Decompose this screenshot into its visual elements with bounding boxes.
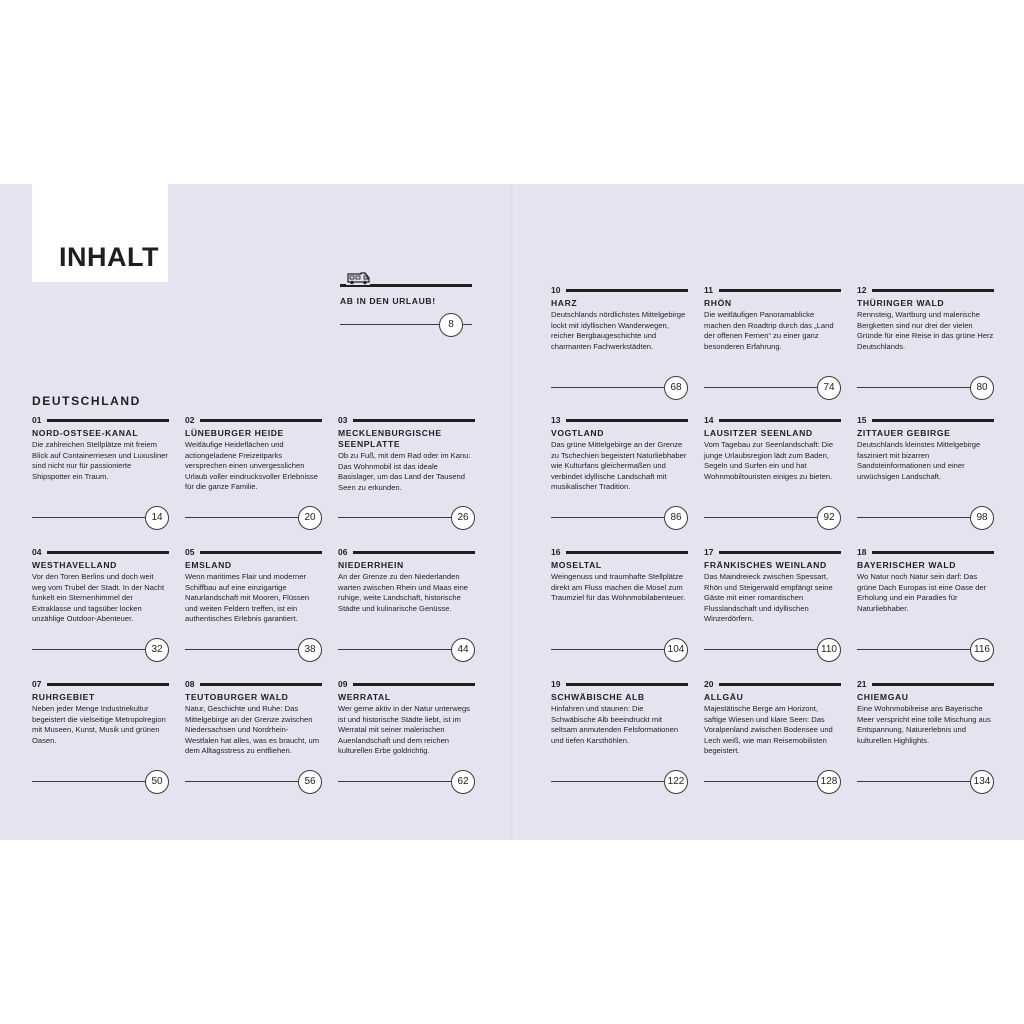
entry-description: Deutschlands kleinstes Mittelgebirge fasziniert mit bizarren Sandsteinformationen und einer urwüchsigen Landschaft. xyxy=(857,440,981,481)
entry-bar xyxy=(185,551,322,554)
entry-page-number[interactable]: 104 xyxy=(664,638,688,662)
toc-entry[interactable] xyxy=(551,678,688,794)
entry-page-number[interactable]: 134 xyxy=(970,770,994,794)
entry-page-number[interactable]: 86 xyxy=(664,506,688,530)
entry-number: 14 xyxy=(704,414,719,426)
entry-number: 20 xyxy=(704,678,719,690)
toc-entry[interactable] xyxy=(704,678,841,794)
entry-number: 12 xyxy=(857,284,872,296)
entry-bar xyxy=(857,551,994,554)
entry-number: 08 xyxy=(185,678,200,690)
entry-description: Neben jeder Menge Industriekultur begeistert die vielseitige Metropolregion mit Museen, Kunst, Musik und grünen Oasen. xyxy=(32,704,166,745)
entry-page-number[interactable]: 26 xyxy=(451,506,475,530)
toc-entry[interactable] xyxy=(338,678,475,794)
entry-page-number[interactable]: 92 xyxy=(817,506,841,530)
entry-bar xyxy=(185,683,322,686)
toc-entry[interactable] xyxy=(551,546,688,662)
toc-entry[interactable] xyxy=(704,546,841,662)
entry-page-number[interactable]: 32 xyxy=(145,638,169,662)
entry-description: Rennsteig, Wartburg und malerische Bergketten sind nur drei der vielen Gründe für eine Reise in das grüne Herz Deutschlands. xyxy=(857,310,994,351)
toc-entry[interactable] xyxy=(32,546,169,662)
entry-description: Vor den Toren Berlins und doch weit weg vom Trubel der Stadt. In der Nacht funkelt ein Sternenhimmel der Extraklasse und tagsüber locken unzählige Outdoor-Abenteuer. xyxy=(32,572,165,624)
entry-page-number[interactable]: 38 xyxy=(298,638,322,662)
entry-number: 09 xyxy=(338,678,353,690)
entry-page-number[interactable]: 110 xyxy=(817,638,841,662)
entry-number: 15 xyxy=(857,414,872,426)
entry-number: 21 xyxy=(857,678,872,690)
entry-description: Vom Tagebau zur Seenlandschaft: Die junge Urlaubsregion lädt zum Baden, Segeln und Surfen ein und hat Wohnmobiltouristen einiges zu bieten. xyxy=(704,440,834,481)
entry-number: 17 xyxy=(704,546,719,558)
entry-title: MECKLENBURGISCHE SEENPLATTE xyxy=(338,428,442,449)
entry-bar xyxy=(551,551,688,554)
toc-entry[interactable] xyxy=(857,284,994,400)
toc-entry[interactable] xyxy=(704,284,841,400)
toc-entry[interactable] xyxy=(857,414,994,530)
entry-number: 19 xyxy=(551,678,566,690)
entry-page-number[interactable]: 68 xyxy=(664,376,688,400)
entry-bar xyxy=(857,419,994,422)
page-title: INHALT xyxy=(59,242,159,272)
entry-title: LÜNEBURGER HEIDE xyxy=(185,428,284,438)
entry-page-number[interactable]: 128 xyxy=(817,770,841,794)
entry-description: Die weitläufigen Panoramablicke machen den Roadtrip durch das „Land der offenen Fernen“ zu einer ganz besonderen Erfahrung. xyxy=(704,310,834,351)
entry-description: Weingenuss und traumhafte Stellplätze direkt am Fluss machen die Mosel zum Traumziel für das Wohnmobilabenteuer. xyxy=(551,572,686,603)
entry-title: HARZ xyxy=(551,298,578,308)
book-spread xyxy=(0,184,1024,840)
entry-description: Eine Wohnmobilreise ans Bayerische Meer verspricht eine tolle Mischung aus Entspannung, Naturerlebnis und kulturellen Highlights. xyxy=(857,704,991,745)
camper-van-icon xyxy=(346,272,370,285)
entry-page-number[interactable]: 80 xyxy=(970,376,994,400)
entry-page-number[interactable]: 62 xyxy=(451,770,475,794)
entry-title: EMSLAND xyxy=(185,560,232,570)
entry-title: FRÄNKISCHES WEINLAND xyxy=(704,560,827,570)
entry-number: 05 xyxy=(185,546,200,558)
entry-bar xyxy=(338,683,475,686)
entry-bar xyxy=(185,419,322,422)
entry-description: Weitläufige Heideflächen und actiongeladene Freizeitparks versprechen einen unvergesslichen Urlaub voller eindrucksvoller Erlebnisse für die ganze Familie. xyxy=(185,440,318,492)
book-gutter xyxy=(511,184,515,840)
intro-label: AB IN DEN URLAUB! xyxy=(340,296,436,306)
entry-page-number[interactable]: 50 xyxy=(145,770,169,794)
entry-title: ALLGÄU xyxy=(704,692,744,702)
entry-number: 04 xyxy=(32,546,47,558)
entry-title: NORD-OSTSEE-KANAL xyxy=(32,428,139,438)
entry-page-number[interactable]: 14 xyxy=(145,506,169,530)
entry-number: 03 xyxy=(338,414,353,426)
entry-number: 07 xyxy=(32,678,47,690)
toc-entry[interactable] xyxy=(551,284,688,400)
toc-entry[interactable] xyxy=(32,414,169,530)
entry-title: ZITTAUER GEBIRGE xyxy=(857,428,951,438)
entry-bar xyxy=(704,683,841,686)
intro-page-number[interactable]: 8 xyxy=(439,313,463,337)
entry-description: Majestätische Berge am Horizont, saftige Wiesen und klare Seen: Das Voralpenland zwischen Bodensee und Lech weiß, wie man Reisemobilisten begeistert. xyxy=(704,704,833,756)
toc-entry[interactable] xyxy=(551,414,688,530)
entry-title: NIEDERRHEIN xyxy=(338,560,404,570)
entry-number: 16 xyxy=(551,546,566,558)
entry-title: RUHRGEBIET xyxy=(32,692,95,702)
entry-bar xyxy=(704,289,841,292)
entry-description: Natur, Geschichte und Ruhe: Das Mittelgebirge an der Grenze zwischen Niedersachsen und Nordrhein-Westfalen hat alles, was es braucht, um dem Alltagsstress zu entfliehen. xyxy=(185,704,320,756)
entry-page-number[interactable]: 44 xyxy=(451,638,475,662)
entry-bar xyxy=(704,419,841,422)
toc-entry[interactable] xyxy=(704,414,841,530)
entry-bar xyxy=(551,289,688,292)
entry-page-number[interactable]: 20 xyxy=(298,506,322,530)
entry-bar xyxy=(338,419,475,422)
entry-bar xyxy=(551,683,688,686)
toc-entry[interactable] xyxy=(338,546,475,662)
entry-description: Wenn maritimes Flair und moderner Schiffbau auf eine einzigartige Naturlandschaft mit Mooren, Flüssen und weiten Feldern treffen, ist ein authentisches Erlebnis garantiert. xyxy=(185,572,310,624)
entry-page-number[interactable]: 98 xyxy=(970,506,994,530)
entry-description: Das Maindreieck zwischen Spessart, Rhön und Steigerwald empfängt seine Gäste mit einer romantischen Flusslandschaft und idyllischen Winzerdörfern. xyxy=(704,572,833,624)
entry-number: 13 xyxy=(551,414,566,426)
entry-title: MOSELTAL xyxy=(551,560,602,570)
entry-bar xyxy=(32,683,169,686)
toc-entry[interactable] xyxy=(32,678,169,794)
entry-bar xyxy=(32,419,169,422)
entry-title: LAUSITZER SEENLAND xyxy=(704,428,813,438)
entry-description: Ob zu Fuß, mit dem Rad oder im Kanu: Das Wohnmobil ist das ideale Basislager, um das Land der Tausend Seen zu erkunden. xyxy=(338,451,471,492)
entry-bar xyxy=(32,551,169,554)
entry-description: Hinfahren und staunen: Die Schwäbische Alb beeindruckt mit seltsam anmutenden Felsformationen und tiefen Karsthöhlen. xyxy=(551,704,679,745)
toc-entry[interactable] xyxy=(338,414,475,530)
entry-page-number[interactable]: 56 xyxy=(298,770,322,794)
entry-title: WERRATAL xyxy=(338,692,391,702)
entry-title: THÜRINGER WALD xyxy=(857,298,945,308)
entry-bar xyxy=(857,683,994,686)
entry-title: VOGTLAND xyxy=(551,428,605,438)
entry-number: 01 xyxy=(32,414,47,426)
section-title: DEUTSCHLAND xyxy=(32,394,141,408)
entry-number: 18 xyxy=(857,546,872,558)
entry-description: Deutschlands nördlichstes Mittelgebirge lockt mit idyllischen Wanderwegen, reicher Bergbaugeschichte und charmanten Fachwerkstädten. xyxy=(551,310,686,351)
entry-bar xyxy=(551,419,688,422)
entry-page-number[interactable]: 122 xyxy=(664,770,688,794)
entry-number: 11 xyxy=(704,284,719,296)
entry-bar xyxy=(857,289,994,292)
toc-entry[interactable] xyxy=(185,678,322,794)
entry-description: Die zahlreichen Stellplätze mit freiem Blick auf Containerriesen und Luxusliner sind nicht nur für passionierte Shipspotter ein Traum. xyxy=(32,440,168,481)
entry-page-number[interactable]: 116 xyxy=(970,638,994,662)
entry-number: 10 xyxy=(551,284,566,296)
entry-number: 02 xyxy=(185,414,200,426)
entry-page-number[interactable]: 74 xyxy=(817,376,841,400)
entry-title: TEUTOBURGER WALD xyxy=(185,692,289,702)
toc-entry[interactable] xyxy=(857,546,994,662)
entry-bar xyxy=(704,551,841,554)
entry-title: CHIEMGAU xyxy=(857,692,909,702)
entry-description: Wo Natur noch Natur sein darf: Das grüne Dach Europas ist eine Oase der Erholung und ein Paradies für Naturliebhaber. xyxy=(857,572,987,613)
toc-entry[interactable] xyxy=(185,546,322,662)
toc-entry[interactable] xyxy=(857,678,994,794)
entry-title: BAYERISCHER WALD xyxy=(857,560,957,570)
entry-title: SCHWÄBISCHE ALB xyxy=(551,692,645,702)
toc-entry[interactable] xyxy=(185,414,322,530)
entry-number: 06 xyxy=(338,546,353,558)
entry-description: Das grüne Mittelgebirge an der Grenze zu Tschechien begeistert Naturliebhaber wie Kulturfans gleichermaßen und verbindet idyllische Landschaft mit musikalischer Tradition. xyxy=(551,440,687,492)
entry-title: RHÖN xyxy=(704,298,732,308)
entry-description: Wer gerne aktiv in der Natur unterwegs ist und historische Städte liebt, ist im Werratal mit seiner malerischen Auenlandschaft und dem reichen kulturellen Erbe goldrichtig. xyxy=(338,704,470,756)
entry-description: An der Grenze zu den Niederlanden warten zwischen Rhein und Maas eine ruhige, weite Landschaft, historische Städte und kulinarische Genüsse. xyxy=(338,572,469,613)
entry-bar xyxy=(338,551,475,554)
entry-title: WESTHAVELLAND xyxy=(32,560,117,570)
title-box xyxy=(32,184,168,282)
